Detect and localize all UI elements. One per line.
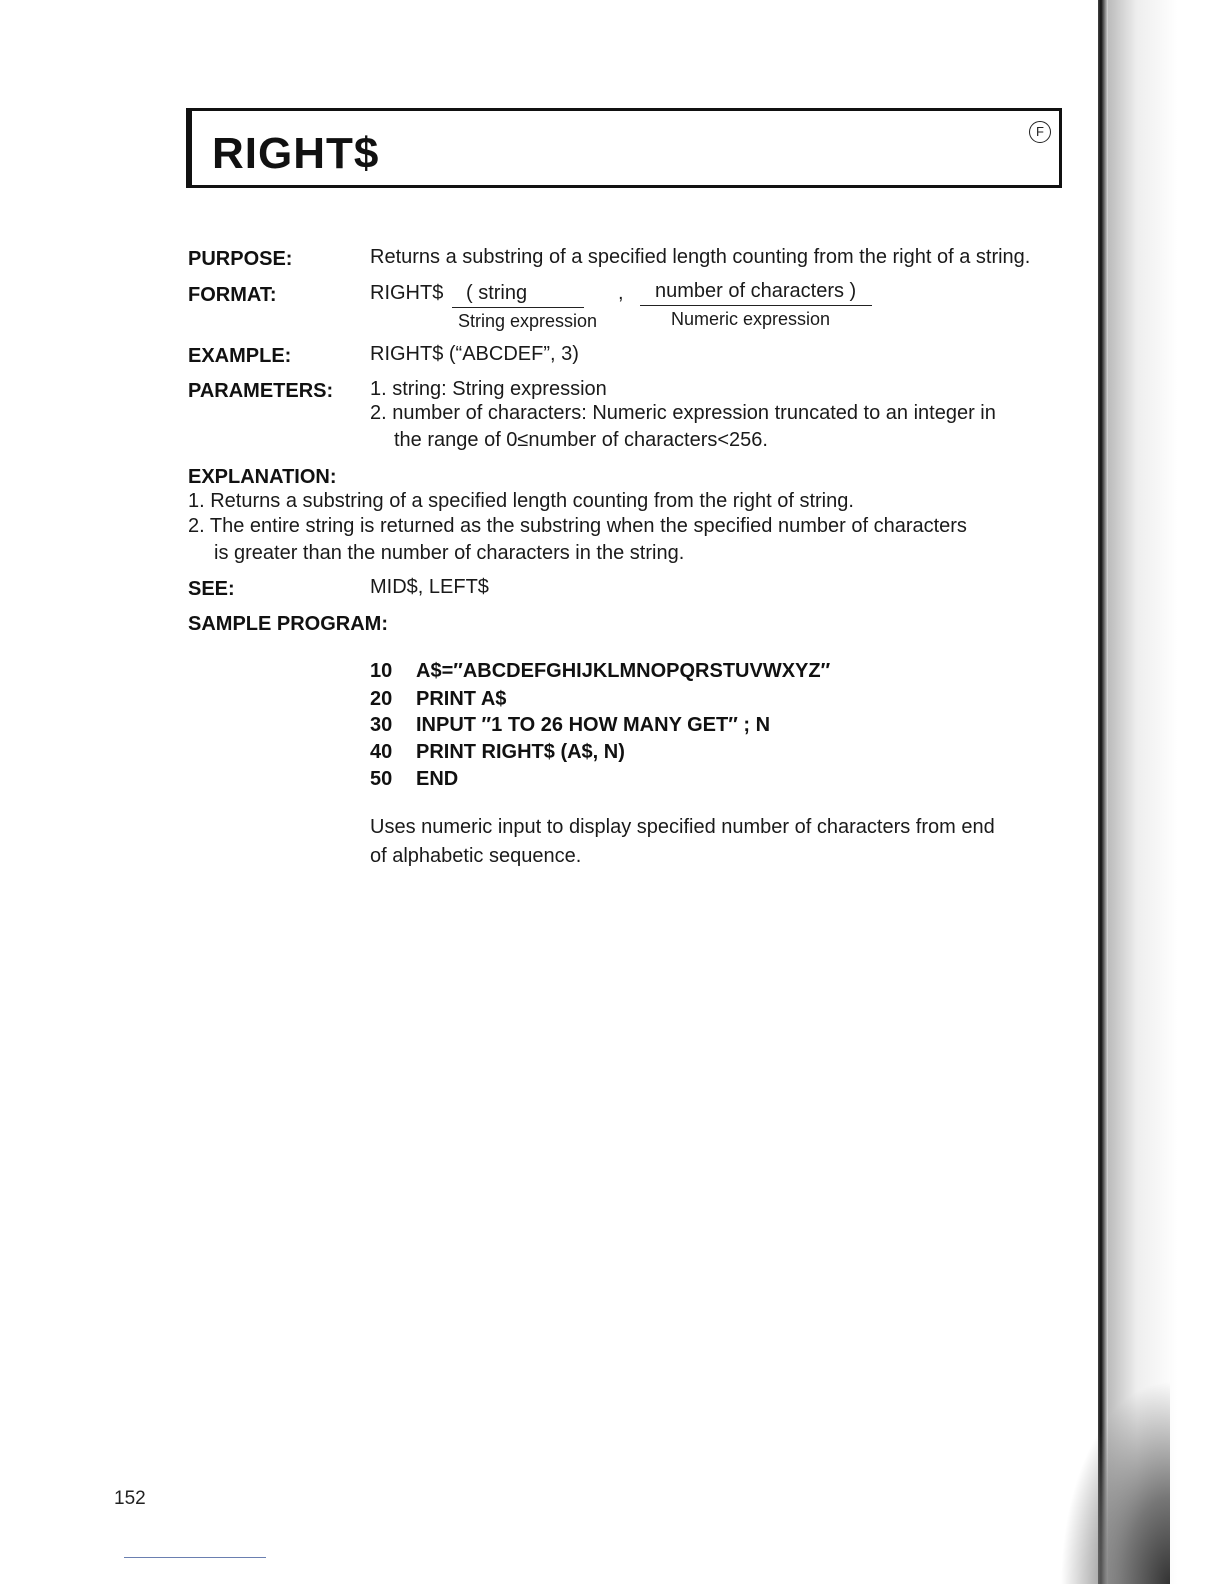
code-line-text: PRINT RIGHT$ (A$, N) [416,741,625,763]
see-text: MID$, LEFT$ [370,576,489,598]
code-line-number: 10 [370,660,393,682]
example-text: RIGHT$ (“ABCDEF”, 3) [370,343,579,365]
code-line [370,741,625,764]
explanation-line: 2. The entire string is returned as the substring when the specified number of characters [188,515,967,537]
program-description: of alphabetic sequence. [370,845,582,867]
page-number: 152 [114,1488,146,1509]
explanation-line: is greater than the number of characters in the string. [214,542,685,564]
code-line-number: 50 [370,768,393,790]
format-label: FORMAT: [188,284,277,306]
parameter-item: 1. string: String expression [370,378,607,400]
code-line [370,714,770,737]
see-label: SEE: [188,578,235,600]
code-line-text: PRINT A$ [416,688,507,710]
code-line-number: 30 [370,714,393,736]
program-description: Uses numeric input to display specified number of characters from end [370,816,995,838]
format-note-number: Numeric expression [671,309,831,329]
parameter-item-continuation: the range of 0≤number of characters<256. [394,429,768,451]
example-label: EXAMPLE: [188,345,292,367]
parameters-label: PARAMETERS: [188,380,334,402]
title-box [186,108,1062,188]
format-comma: , [618,282,624,304]
page-binding-edge [1098,0,1108,1584]
purpose-text: Returns a substring of a specified length counting from the right of a string. [370,246,1031,268]
code-line-text: INPUT ″1 TO 26 HOW MANY GET″ ; N [416,714,771,736]
explanation-line: 1. Returns a substring of a specified length counting from the right of string. [188,490,854,512]
page-binding-shadow [1108,0,1224,1584]
purpose-label: PURPOSE: [188,248,293,270]
code-line-text: END [416,768,459,790]
page-title: RIGHT$ [212,129,380,178]
code-line [370,660,830,683]
code-line [370,768,458,791]
format-underline-number [640,305,872,306]
page-curl-shadow [1060,1380,1170,1584]
format-note-string: String expression [458,311,598,331]
parameter-item: 2. number of characters: Numeric expression truncated to an integer in [370,402,996,424]
code-line-number: 40 [370,741,393,763]
format-keyword: RIGHT$ [370,282,444,304]
code-line-text: A$=″ABCDEFGHIJKLMNOPQRSTUVWXYZ″ [416,660,831,682]
function-badge-icon: F [1029,121,1051,143]
format-underline-string [452,307,584,308]
bottom-rule [124,1557,266,1558]
code-line-number: 20 [370,688,393,710]
format-arg-string: ( string [466,282,528,304]
explanation-label: EXPLANATION: [188,466,337,488]
code-line [370,688,506,711]
format-arg-number: number of characters ) [655,280,857,302]
sample-program-label: SAMPLE PROGRAM: [188,613,388,635]
